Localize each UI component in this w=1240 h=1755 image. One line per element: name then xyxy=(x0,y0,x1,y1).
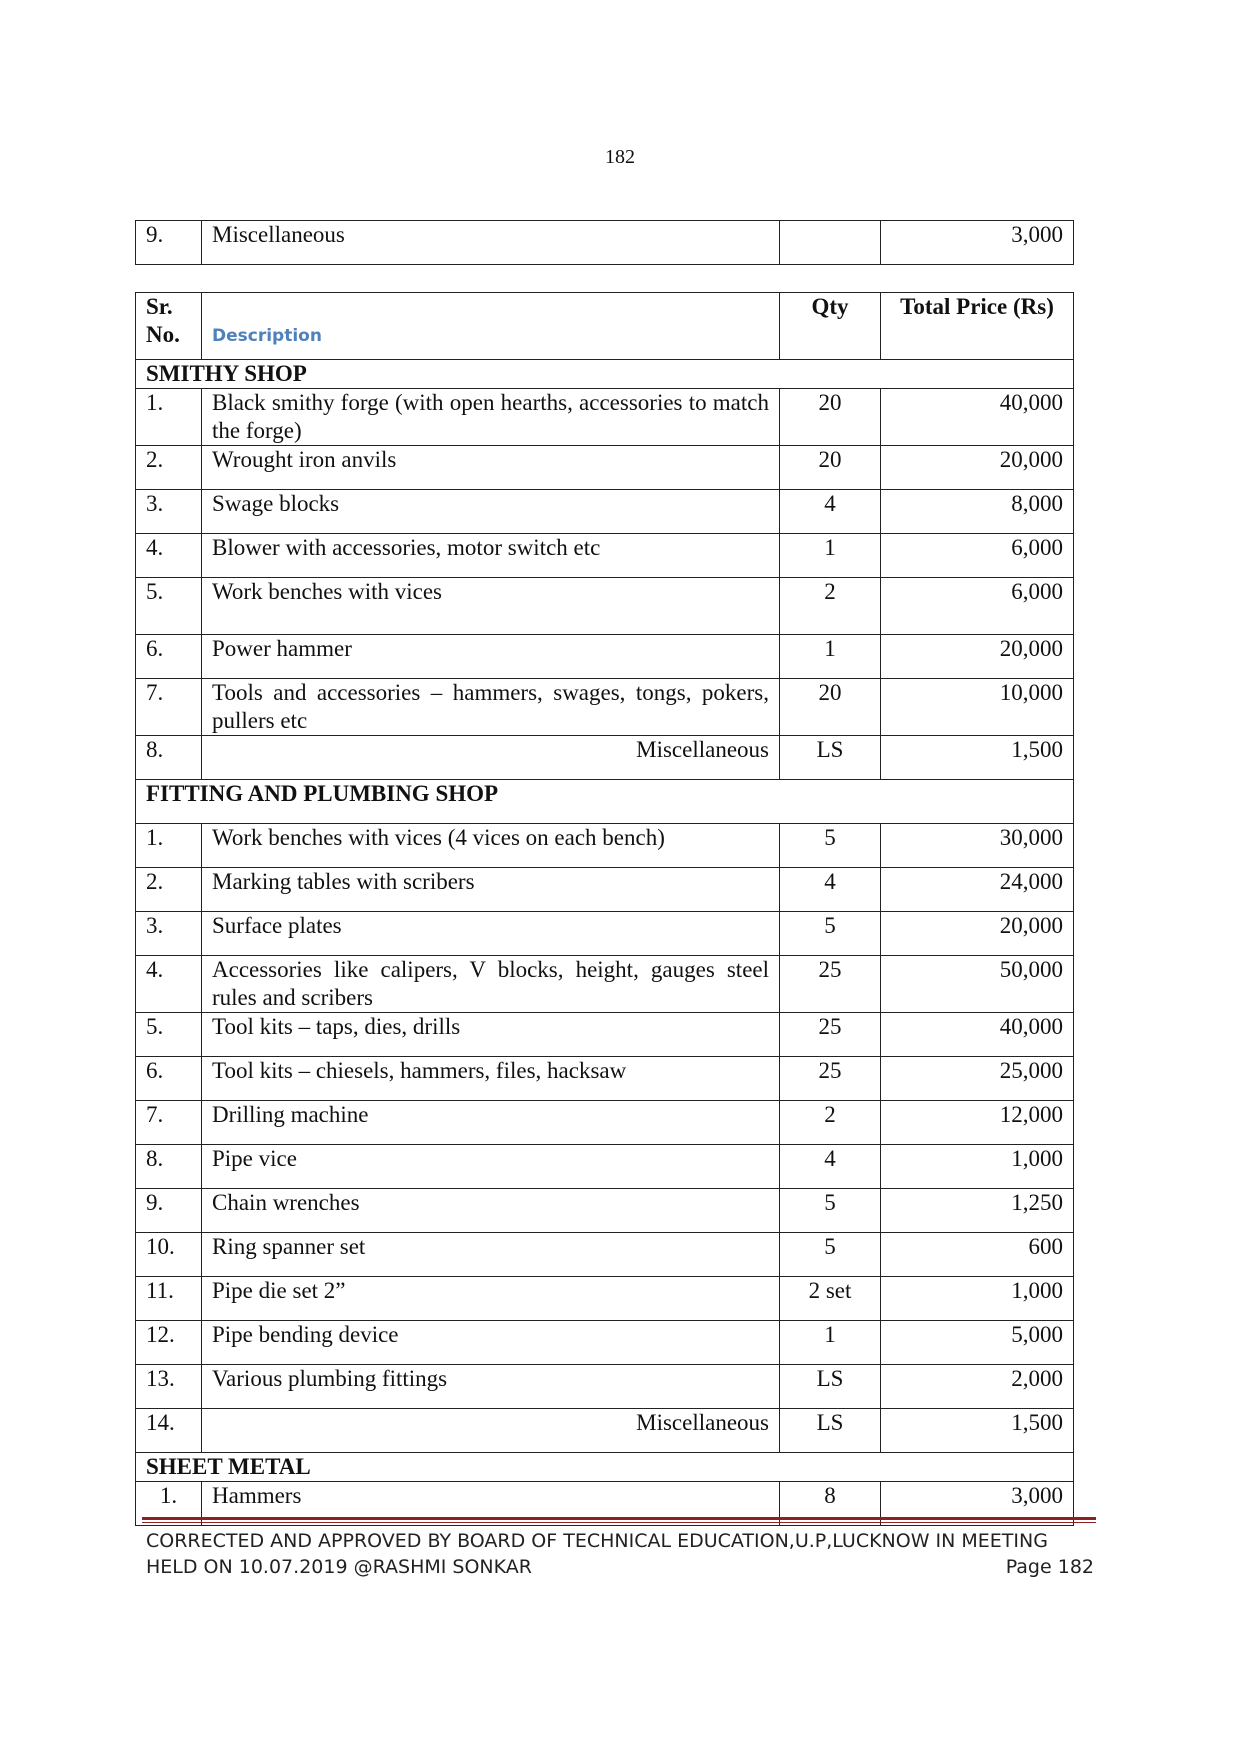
price-cell: 40,000 xyxy=(881,1013,1074,1057)
description-cell: Hammers xyxy=(202,1482,780,1526)
price-cell: 24,000 xyxy=(881,868,1074,912)
table-row xyxy=(136,824,1074,868)
table-row xyxy=(136,221,1074,265)
sr-cell: 12. xyxy=(136,1321,202,1365)
table-row xyxy=(136,956,1074,1013)
price-cell: 12,000 xyxy=(881,1101,1074,1145)
sr-cell: 2. xyxy=(136,446,202,490)
sr-cell: 5. xyxy=(136,578,202,635)
sr-cell: 4. xyxy=(136,534,202,578)
table-row xyxy=(136,1101,1074,1145)
description-cell: Chain wrenches xyxy=(202,1189,780,1233)
table-header-row xyxy=(136,293,1074,360)
section-title: SHEET METAL xyxy=(136,1453,1074,1482)
qty-cell: 1 xyxy=(780,1321,881,1365)
price-cell: 30,000 xyxy=(881,824,1074,868)
header-price: Total Price (Rs) xyxy=(881,293,1074,360)
table-row xyxy=(136,635,1074,679)
table-row xyxy=(136,868,1074,912)
table-row xyxy=(136,490,1074,534)
sr-cell: 9. xyxy=(136,1189,202,1233)
description-cell: Black smithy forge (with open hearths, accessories to match the forge) xyxy=(202,389,780,446)
section-row xyxy=(136,360,1074,389)
table-row xyxy=(136,736,1074,780)
sr-cell: 13. xyxy=(136,1365,202,1409)
description-cell: Pipe bending device xyxy=(202,1321,780,1365)
description-cell: Work benches with vices (4 vices on each bench) xyxy=(202,824,780,868)
qty-cell: 2 xyxy=(780,578,881,635)
qty-cell: LS xyxy=(780,736,881,780)
description-cell: Pipe vice xyxy=(202,1145,780,1189)
table-row xyxy=(136,679,1074,736)
qty-cell: 5 xyxy=(780,1189,881,1233)
qty-cell xyxy=(780,221,881,265)
qty-cell: 25 xyxy=(780,1057,881,1101)
table-row xyxy=(136,1233,1074,1277)
qty-cell: 8 xyxy=(780,1482,881,1526)
table-row xyxy=(136,1365,1074,1409)
description-cell: Wrought iron anvils xyxy=(202,446,780,490)
description-cell: Marking tables with scribers xyxy=(202,868,780,912)
qty-cell: 2 set xyxy=(780,1277,881,1321)
sr-cell: 3. xyxy=(136,490,202,534)
sr-cell: 5. xyxy=(136,1013,202,1057)
price-cell: 25,000 xyxy=(881,1057,1074,1101)
price-cell: 8,000 xyxy=(881,490,1074,534)
price-cell: 20,000 xyxy=(881,446,1074,490)
table-row xyxy=(136,578,1074,635)
description-cell: Surface plates xyxy=(202,912,780,956)
table-row xyxy=(136,1321,1074,1365)
price-cell: 20,000 xyxy=(881,912,1074,956)
qty-cell: 4 xyxy=(780,490,881,534)
description-cell: Power hammer xyxy=(202,635,780,679)
qty-cell: 5 xyxy=(780,824,881,868)
page-footer xyxy=(146,1528,1094,1580)
price-cell: 1,500 xyxy=(881,1409,1074,1453)
sr-cell: 9. xyxy=(136,221,202,265)
sr-cell: 1. xyxy=(136,389,202,446)
qty-cell: 20 xyxy=(780,389,881,446)
table-row xyxy=(136,1409,1074,1453)
qty-cell: 1 xyxy=(780,534,881,578)
description-cell: Miscellaneous xyxy=(202,736,780,780)
footer-line-2 xyxy=(146,1554,1094,1580)
price-cell: 20,000 xyxy=(881,635,1074,679)
sr-cell: 6. xyxy=(136,1057,202,1101)
price-cell: 6,000 xyxy=(881,534,1074,578)
price-cell: 40,000 xyxy=(881,389,1074,446)
sr-cell: 4. xyxy=(136,956,202,1013)
price-cell: 1,000 xyxy=(881,1145,1074,1189)
sr-cell: 8. xyxy=(136,1145,202,1189)
continuation-table xyxy=(135,220,1074,265)
table-row xyxy=(136,1145,1074,1189)
description-cell: Tool kits – chiesels, hammers, files, hacksaw xyxy=(202,1057,780,1101)
qty-cell: 20 xyxy=(780,679,881,736)
price-cell: 600 xyxy=(881,1233,1074,1277)
description-cell: Pipe die set 2” xyxy=(202,1277,780,1321)
footer-approval-text: HELD ON 10.07.2019 @RASHMI SONKAR xyxy=(146,1556,532,1578)
header-sr: Sr. No. xyxy=(136,293,202,360)
price-cell: 3,000 xyxy=(881,221,1074,265)
footer-page-label: Page 182 xyxy=(1005,1556,1094,1578)
description-cell: Miscellaneous xyxy=(202,1409,780,1453)
qty-cell: 25 xyxy=(780,956,881,1013)
header-description: Description xyxy=(202,293,780,360)
price-cell: 1,500 xyxy=(881,736,1074,780)
qty-cell: 1 xyxy=(780,635,881,679)
qty-cell: 5 xyxy=(780,1233,881,1277)
qty-cell: LS xyxy=(780,1365,881,1409)
page-number: 182 xyxy=(605,146,635,168)
section-title: SMITHY SHOP xyxy=(136,360,1074,389)
price-cell: 5,000 xyxy=(881,1321,1074,1365)
description-cell: Drilling machine xyxy=(202,1101,780,1145)
footer-divider-thin xyxy=(142,1522,1096,1523)
header-qty: Qty xyxy=(780,293,881,360)
sr-cell: 1. xyxy=(136,824,202,868)
equipment-table xyxy=(135,292,1074,1526)
price-cell: 50,000 xyxy=(881,956,1074,1013)
description-cell: Tool kits – taps, dies, drills xyxy=(202,1013,780,1057)
table-row xyxy=(136,446,1074,490)
price-cell: 6,000 xyxy=(881,578,1074,635)
description-cell: Work benches with vices xyxy=(202,578,780,635)
sr-cell: 7. xyxy=(136,679,202,736)
price-cell: 2,000 xyxy=(881,1365,1074,1409)
sr-cell: 14. xyxy=(136,1409,202,1453)
table-row xyxy=(136,1013,1074,1057)
description-cell: Ring spanner set xyxy=(202,1233,780,1277)
description-cell: Miscellaneous xyxy=(202,221,780,265)
description-cell: Blower with accessories, motor switch etc xyxy=(202,534,780,578)
footer-line-1: CORRECTED AND APPROVED BY BOARD OF TECHNICAL EDUCATION,U.P,LUCKNOW IN MEETING xyxy=(146,1530,1048,1552)
sr-cell: 8. xyxy=(136,736,202,780)
sr-cell: 7. xyxy=(136,1101,202,1145)
table-row xyxy=(136,389,1074,446)
qty-cell: 4 xyxy=(780,1145,881,1189)
qty-cell: LS xyxy=(780,1409,881,1453)
qty-cell: 5 xyxy=(780,912,881,956)
price-cell: 3,000 xyxy=(881,1482,1074,1526)
description-cell: Tools and accessories – hammers, swages, tongs, pokers, pullers etc xyxy=(202,679,780,736)
sr-cell: 2. xyxy=(136,868,202,912)
table-row xyxy=(136,534,1074,578)
sr-cell: 10. xyxy=(136,1233,202,1277)
price-cell: 10,000 xyxy=(881,679,1074,736)
sr-cell: 3. xyxy=(136,912,202,956)
table-row xyxy=(136,1057,1074,1101)
sr-cell: 1. xyxy=(136,1482,202,1526)
price-cell: 1,000 xyxy=(881,1277,1074,1321)
qty-cell: 20 xyxy=(780,446,881,490)
price-cell: 1,250 xyxy=(881,1189,1074,1233)
qty-cell: 25 xyxy=(780,1013,881,1057)
sr-cell: 11. xyxy=(136,1277,202,1321)
section-title: FITTING AND PLUMBING SHOP xyxy=(136,780,1074,824)
qty-cell: 4 xyxy=(780,868,881,912)
qty-cell: 2 xyxy=(780,1101,881,1145)
table-row xyxy=(136,912,1074,956)
table-row xyxy=(136,1277,1074,1321)
footer-divider xyxy=(142,1517,1096,1520)
description-cell: Accessories like calipers, V blocks, height, gauges steel rules and scribers xyxy=(202,956,780,1013)
table-row xyxy=(136,1189,1074,1233)
sr-cell: 6. xyxy=(136,635,202,679)
section-row xyxy=(136,1453,1074,1482)
description-cell: Swage blocks xyxy=(202,490,780,534)
section-row xyxy=(136,780,1074,824)
description-cell: Various plumbing fittings xyxy=(202,1365,780,1409)
